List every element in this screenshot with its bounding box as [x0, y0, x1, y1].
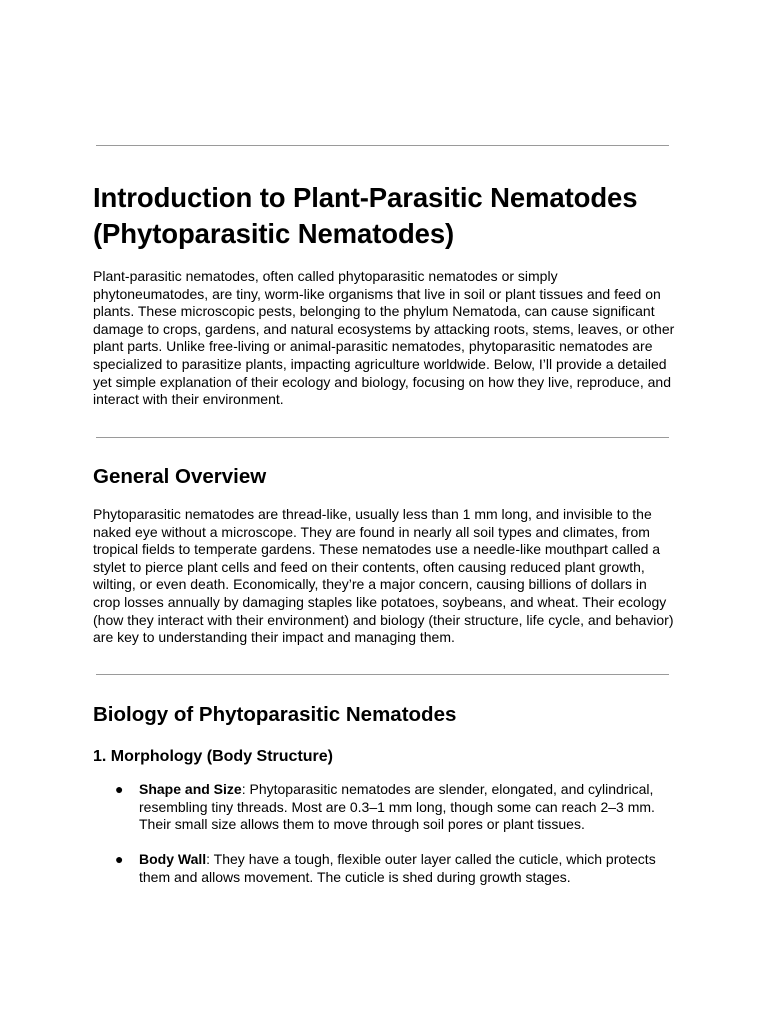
list-item-term: Shape and Size — [139, 781, 242, 797]
section-heading-overview: General Overview — [93, 465, 267, 488]
bullet-icon: ● — [115, 851, 124, 868]
list-item-term: Body Wall — [139, 851, 207, 868]
morphology-list-block — [93, 781, 675, 904]
biology-section — [93, 702, 675, 728]
list-item-text: : Phytoparasitic nematodes are slender, elongated, and cylindrical, resembling tiny threads. Most are 0.3–1 mm long, though some can reach 2–3 mm. Their small size allows them to move through soil pores or plant tissues. — [139, 781, 655, 833]
list-item — [93, 851, 675, 886]
subheading-morphology: 1. Morphology (Body Structure) — [93, 748, 333, 765]
intro-section — [93, 180, 675, 252]
overview-paragraph: Phytoparasitic nematodes are thread-like, usually less than 1 mm long, and invisible to the naked eye without a microscope. They are found in nearly all soil types and climates, from tropical fields to temperate gardens. These nematodes use a needle-like mouthpart called a stylet to pierce plant cells and feed on their contents, often causing reduced plant growth, wilting, or even death. Economically, they’re a major concern, causing billions of dollars in crop losses annually by damaging staples like potatoes, soybeans, and wheat. Their ecology (how they interact with their environment) and biology (their structure, life cycle, and behavior) are key to understanding their impact and managing them. — [93, 506, 674, 646]
list-item — [93, 781, 675, 834]
horizontal-rule — [96, 145, 669, 146]
page-title: Introduction to Plant-Parasitic Nematodes (Phytoparasitic Nematodes) — [93, 182, 638, 249]
bullet-icon: ● — [115, 781, 124, 797]
horizontal-rule — [96, 674, 669, 675]
morphology-subsection — [93, 747, 675, 767]
section-heading-biology: Biology of Phytoparasitic Nematodes — [93, 703, 457, 726]
overview-section — [93, 464, 675, 490]
intro-paragraph: Plant-parasitic nematodes, often called phytoparasitic nematodes or simply phytoneumatodes, are tiny, worm-like organisms that live in soil or plant tissues and feed on plants. These microscopic pests, belonging to the phylum Nematoda, can cause significant damage to crops, gardens, and natural ecosystems by attacking roots, stems, leaves, or other plant parts. Unlike free-living or animal-parasitic nematodes, phytoparasitic nematodes are specialized to parasitize plants, impacting agriculture worldwide. Below, I’ll provide a detailed yet simple explanation of their ecology and biology, focusing on how they live, reproduce, and interact with their environment. — [93, 268, 675, 408]
overview-paragraph-block — [93, 506, 675, 647]
intro-paragraph-block — [93, 268, 675, 409]
horizontal-rule — [96, 437, 669, 438]
list-item-text: : They have a tough, flexible outer layer called the cuticle, which protects them and allows movement. The cuticle is shed during growth stages. — [139, 851, 656, 885]
bullet-list — [93, 781, 675, 887]
